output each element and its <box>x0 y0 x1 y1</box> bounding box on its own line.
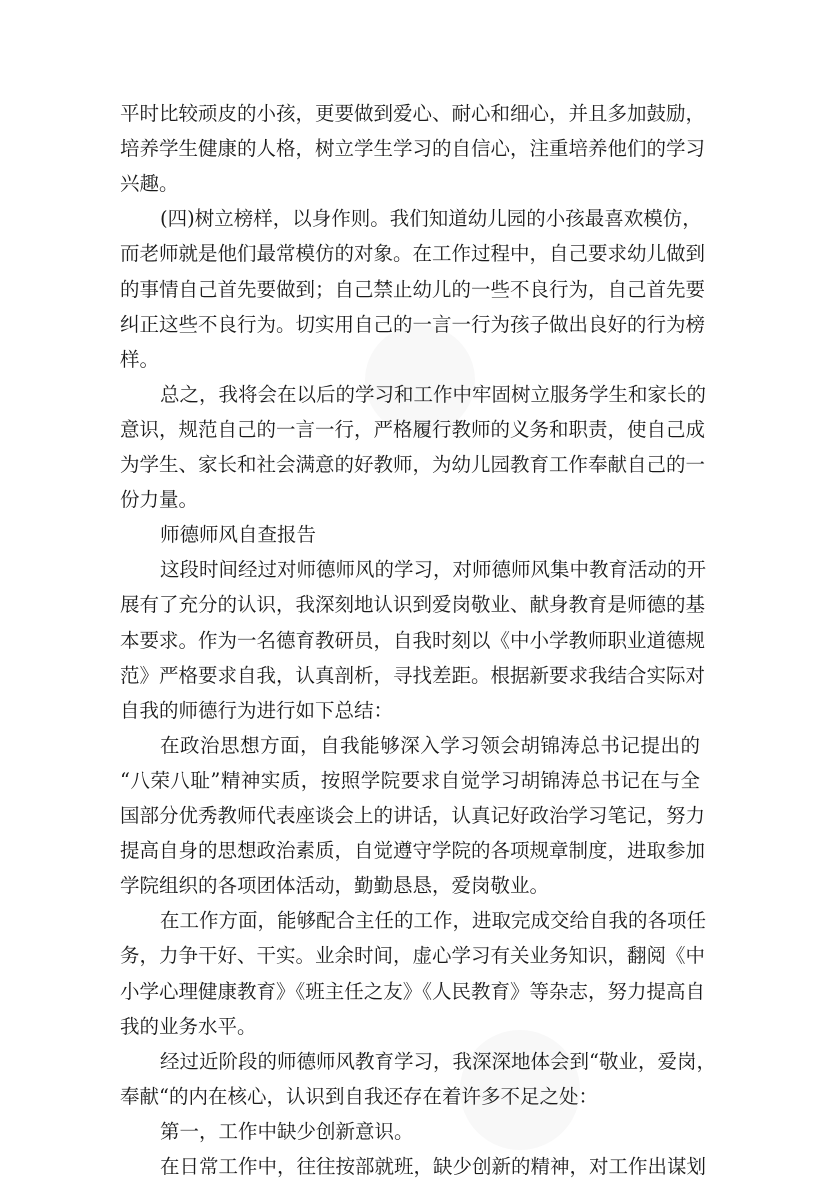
text-line: 奉献“的内在核心，认识到自我还存在着许多不足之处： <box>120 1084 598 1108</box>
text-line: 纠正这些不良行为。切实用自己的一言一行为孩子做出良好的行为榜 <box>120 312 706 336</box>
text-line: 培养学生健康的人格，树立学生学习的自信心，注重培养他们的学习 <box>120 137 706 161</box>
text-line: 本要求。作为一名德育教研员，自我时刻以《中小学教师职业道德规 <box>120 628 706 652</box>
text-line: 学院组织的各项团体活动，勤勤恳恳，爱岗敬业。 <box>120 874 550 898</box>
text-line: 总之，我将会在以后的学习和工作中牢固树立服务学生和家长的 <box>160 382 707 406</box>
text-line: 在工作方面，能够配合主任的工作，进取完成交给自我的各项任 <box>160 909 707 933</box>
section-title: 师德师风自查报告 <box>160 523 317 547</box>
text-line: 兴趣。 <box>120 172 179 196</box>
text-line: 国部分优秀教师代表座谈会上的讲话，认真记好政治学习笔记，努力 <box>120 804 706 827</box>
text-line: 在日常工作中，往往按部就班，缺少创新的精神，对工作出谋划 <box>160 1155 707 1178</box>
text-line: 在政治思想方面，自我能够深入学习领会胡锦涛总书记提出的 <box>160 733 700 757</box>
text-line: 务，力争干好、干实。业余时间，虚心学习有关业务知识，翻阅《中 <box>120 944 706 968</box>
text-line: 而老师就是他们最常模仿的对象。在工作过程中，自己要求幼儿做到 <box>120 242 706 266</box>
text-line: 提高自身的思想政治素质，自觉遵守学院的各项规章制度，进取参加 <box>120 839 706 863</box>
text-line: “八荣八耻”精神实质，按照学院要求自觉学习胡锦涛总书记在与全 <box>120 768 700 792</box>
text-line: 展有了充分的认识，我深刻地认识到爱岗敬业、献身教育是师德的基 <box>120 593 706 617</box>
text-line: 为学生、家长和社会满意的好教师，为幼儿园教育工作奉献自己的一 <box>120 453 706 476</box>
text-line: 平时比较顽皮的小孩，更要做到爱心、耐心和细心，并且多加鼓励， <box>120 102 706 125</box>
text-line: 小学心理健康教育》《班主任之友》《人民教育》等杂志，努力提高自 <box>120 979 706 1003</box>
text-line: 范》严格要求自我，认真剖析，寻找差距。根据新要求我结合实际对 <box>120 663 706 687</box>
text-line: 经过近阶段的师德师风教育学习，我深深地体会到“敬业，爱岗， <box>160 1049 716 1073</box>
text-line: 样。 <box>120 347 160 371</box>
text-line: 份力量。 <box>120 488 199 512</box>
text-line: 这段时间经过对师德师风的学习，对师德师风集中教育活动的开 <box>160 558 707 582</box>
text-line: 第一，工作中缺少创新意识。 <box>160 1119 414 1143</box>
text-line: 意识，规范自己的一言一行，严格履行教师的义务和职责，使自己成 <box>120 417 706 441</box>
text-line: 我的业务水平。 <box>120 1014 257 1038</box>
text-line: 自我的师德行为进行如下总结： <box>120 698 394 722</box>
text-line: 的事情自己首先要做到；自己禁止幼儿的一些不良行为，自己首先要 <box>120 277 706 301</box>
text-line: (四)树立榜样，以身作则。我们知道幼儿园的小孩最喜欢模仿， <box>160 207 702 231</box>
